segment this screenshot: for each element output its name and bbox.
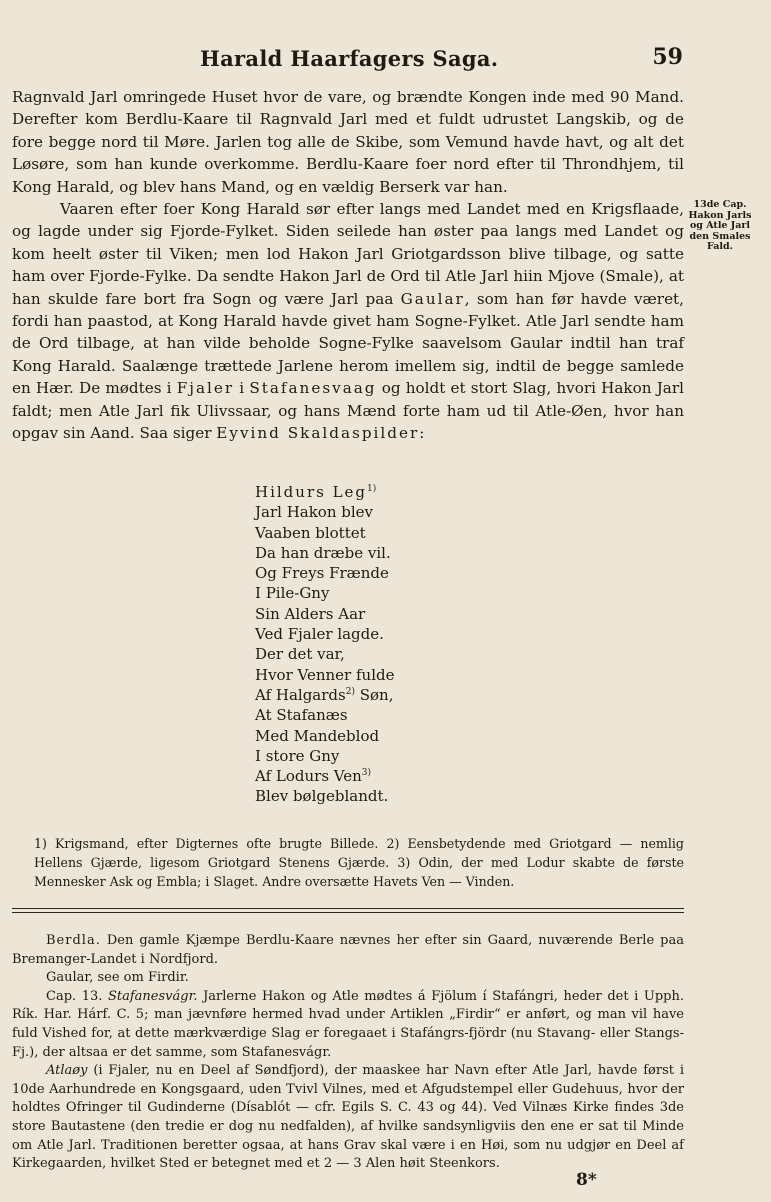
- place-stafanesvaag: Stafanesvaag: [249, 379, 377, 398]
- place-fjaler: Fjaler: [176, 379, 235, 398]
- paragraph-1: Ragnvald Jarl omringede Huset hvor de vare, og brændte Kongen inde med 90 Mand. Derefter kom Berdlu-Kaare til Ragnvald Jarl med et fuldt udrustet Langskib, og de fore begge nord til Møre. Jarlen tog alle de Skibe, som Vemund havde havt, og alt det Løsøre, som han kunde overkomme. Berdlu-Kaare foer nord efter til Throndhjem, til Kong Harald, og blev hans Mand, og en vældig Berserk var han.: [12, 88, 684, 196]
- page-number: 59: [652, 44, 683, 70]
- text-run: Vaaren efter foer Kong Harald sør efter langs med Landet med en Krigsflaade, og lagde under sig Fjorde-Fylket. Siden seilede han øster paa langs med Landet og kom heelt øster til Viken; men lod Hakon Jarl Griotgardsson blive tilbage, og satte ham over Fjorde-Fylke. Da sendte Hakon Jarl de Ord til Atle Jarl hiin Mjove (Smale), at han skulde fare bort fra Sogn og være Jarl paa: [12, 200, 684, 308]
- note-label: Atlaøy: [46, 1063, 88, 1079]
- margin-note-line: Fald.: [707, 241, 733, 252]
- margin-note-line: og Atle Jarl: [689, 220, 751, 231]
- page-header: [0, 46, 771, 76]
- note-atlaoy: [12, 1062, 684, 1174]
- poem-text: Søn,: [354, 685, 394, 704]
- note-text: Jarlerne Hakon og Atle mødtes á Fjölum í Stafángri, heder det i Upph. Rík. Har. Hárf. C. 5; man jævnføre hermed hvad under Artiklen „Firdir“ er anført, og man vil have fuld Vished for, at dette mærkværdige Slag er foregaaet i Stafángrs-fjördr (nu Stavang- eller Stangs-Fj.), der altsaa er det samme, som Stafanesvágr.: [12, 988, 684, 1060]
- poem-line: Med Mandeblod: [255, 726, 380, 745]
- footnote-ref: 1): [367, 484, 377, 494]
- place-gaular: Gaular: [400, 289, 465, 308]
- poem-line: Ved Fjaler lagde.: [255, 625, 384, 644]
- poem-line: At Stafanæs: [255, 706, 348, 725]
- poem-text: Hildurs Leg: [255, 483, 368, 501]
- poem-text: Af Halgards: [255, 685, 346, 704]
- footnote-ref: 3): [361, 768, 372, 779]
- editor-notes: [12, 932, 684, 1174]
- poem-line: Vaaben blottet: [255, 523, 366, 542]
- note-text: (i Fjaler, nu en Deel af Søndfjord), der maaskee har Navn efter Atle Jarl, havde først i 10de Aarhundrede en Kongsgaard, uden Tvivl Vilnes, med et Afgudstempel eller Gudehuus, hvor der holdtes Ofringer til Gudinderne (Dísablót — cfr. Egils S. C. 43 og 44). Ved Vilnæs Kirke findes 3de store Bautastene (den tredie er dog nu nedfalden), af hvilke sandsynligviis den ene er sat til Minde om Atle Jarl. Traditionen beretter ogsaa, at hans Grav skal være i en Høi, som nu udgjør en Deel af Kirkegaarden, hvilket Sted er betegnet med et 2 — 3 Alen høit Steenkors.: [12, 1063, 684, 1172]
- note-cap-13: [12, 988, 684, 1062]
- margin-note-line: 13de Cap.: [693, 199, 747, 210]
- poem-line: [255, 766, 555, 786]
- text-run: , som han før havde været, fordi han paastod, at Kong Harald havde givet ham Sogne-Fylket. Atle Jarl sendte ham de Ord tilbage, at han vilde beholde Sogne-Fylke saavelsom Gaular indtil han traf Kong Harald. Saalænge trættede Jarlene herom imellem sig, indtil de begge samlede en Hær. De mødtes i: [12, 289, 684, 398]
- margin-note-line: den Smales: [689, 230, 751, 242]
- note-title: Stafanesvágr.: [107, 988, 198, 1004]
- poem-line: Jarl Hakon blev: [255, 503, 374, 522]
- note-label: Berdla.: [46, 933, 101, 948]
- poem-line: Der det var,: [255, 645, 345, 664]
- margin-note-line: Hakon Jarls: [688, 209, 752, 221]
- footnotes: 1) Krigsmand, efter Digternes ofte brugte Billede. 2) Eensbetydende med Griotgard — nemlig Hellens Gjærde, ligesom Griotgard Stenens Gjærde. 3) Odin, der med Lodur skabte de første Mennesker Ask og Embla; i Slaget. Andre oversætte Havets Ven — Vinden.: [34, 836, 684, 889]
- margin-note: [686, 200, 754, 253]
- poet-name: Eyvind Skaldaspilder: [216, 424, 420, 443]
- note-gaular: Gaular, see om Firdir.: [46, 970, 189, 986]
- poem-line: Sin Alders Aar: [255, 604, 366, 623]
- text-run: i: [234, 379, 250, 398]
- poem-line: [255, 685, 555, 705]
- text-run: og holdt et stort Slag, hvori Hakon Jarl faldt; men Atle Jarl fik Ulivssaar, og hans Mænd forte ham ud til Atle-Øen, hvor han opgav sin Aand. Saa siger: [12, 379, 684, 443]
- poem-line: I Pile-Gny: [255, 584, 330, 603]
- note-text: Den gamle Kjæmpe Berdlu-Kaare nævnes her efter sin Gaard, nuværende Berle paa Bremanger-Landet i Nordfjord.: [12, 933, 684, 967]
- poem-line: Da han dræbe vil.: [255, 543, 391, 562]
- poem-text: Og Freys Frænde: [255, 564, 389, 583]
- note-label: Cap. 13.: [46, 988, 103, 1004]
- signature-mark: 8*: [576, 1170, 597, 1190]
- poem-line: Hvor Venner fulde: [255, 665, 395, 684]
- running-title: Harald Haarfagers Saga.: [200, 46, 499, 71]
- text-run: :: [419, 424, 425, 443]
- divider-rule: [12, 912, 684, 913]
- poem-line: Blev bølgeblandt.: [255, 787, 389, 806]
- poem-text: Af Lodurs Ven: [255, 767, 362, 786]
- poem: [255, 482, 555, 807]
- footnote-ref: 2): [345, 686, 355, 697]
- poem-line: [255, 482, 555, 502]
- main-text: [12, 86, 684, 445]
- paragraph-2: [12, 198, 684, 444]
- poem-line: [255, 563, 555, 583]
- note-berdla: [12, 932, 684, 969]
- poem-line: I store Gny: [255, 746, 340, 765]
- divider-rule: [12, 908, 684, 909]
